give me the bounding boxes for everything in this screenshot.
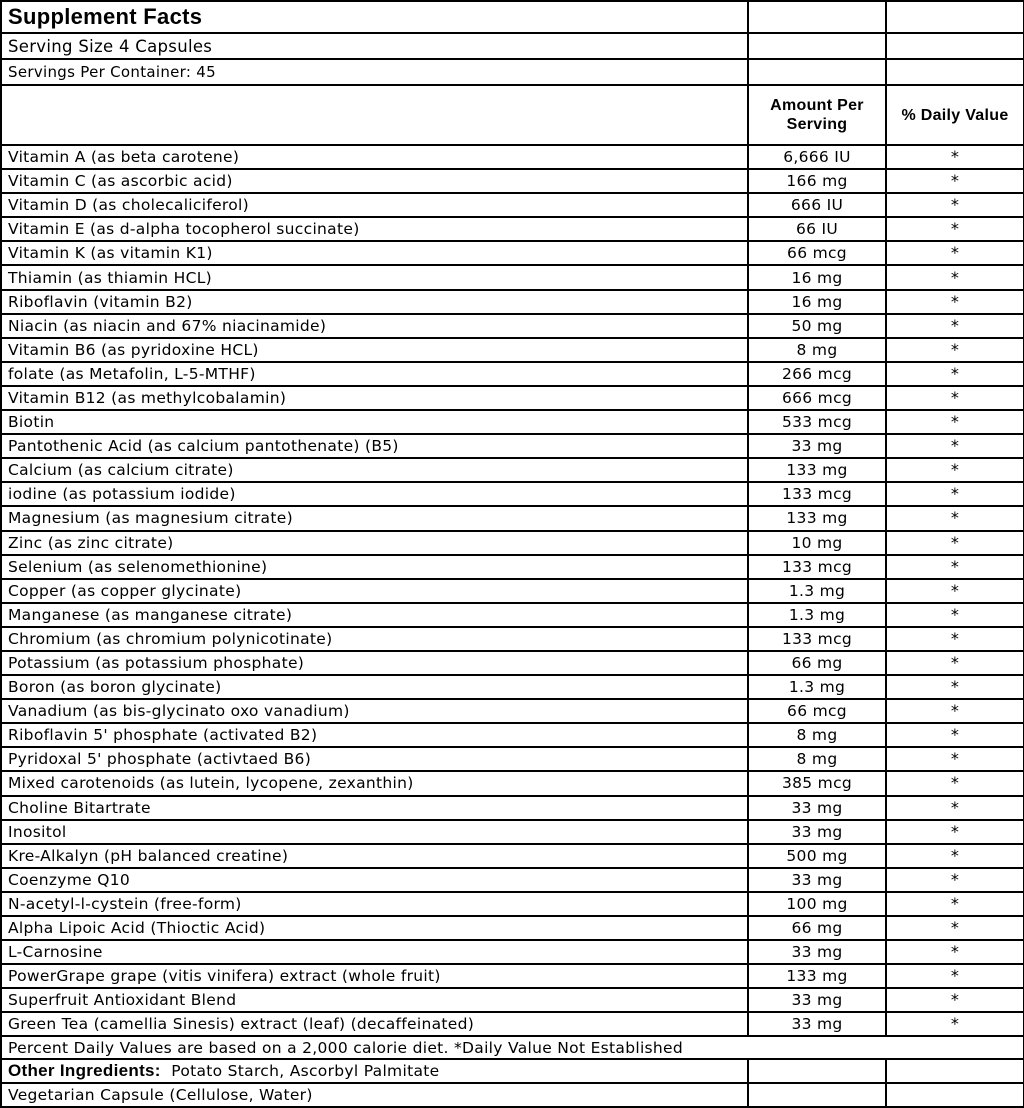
nutrient-row [1,338,1024,362]
nutrient-name: N-acetyl-l-cystein (free-form) [1,892,748,916]
nutrient-name: Pantothenic Acid (as calcium pantothenate) (B5) [1,434,748,458]
nutrient-daily-value: * [886,675,1024,699]
nutrient-name: Mixed carotenoids (as lutein, lycopene, zexanthin) [1,771,748,795]
nutrient-row [1,940,1024,964]
title-row [1,1,1024,33]
nutrient-row [1,290,1024,314]
nutrient-name: Vanadium (as bis-glycinato oxo vanadium) [1,699,748,723]
nutrient-daily-value: * [886,988,1024,1012]
nutrient-daily-value: * [886,651,1024,675]
nutrient-amount: 8 mg [748,338,886,362]
nutrient-row [1,482,1024,506]
nutrient-name: Inositol [1,820,748,844]
nutrient-name: Selenium (as selenomethionine) [1,555,748,579]
nutrient-daily-value: * [886,314,1024,338]
nutrient-row [1,241,1024,265]
nutrient-name: Vitamin D (as cholecaliciferol) [1,193,748,217]
nutrient-amount: 133 mg [748,458,886,482]
other-ingredients-text: Potato Starch, Ascorbyl Palmitate [171,1062,440,1081]
amount-per-serving-header: Amount Per Serving [748,85,886,145]
nutrient-row [1,217,1024,241]
nutrient-row [1,362,1024,386]
nutrient-daily-value: * [886,579,1024,603]
nutrient-daily-value: * [886,940,1024,964]
nutrient-daily-value: * [886,892,1024,916]
panel-title: Supplement Facts [1,1,748,33]
nutrient-name: PowerGrape grape (vitis vinifera) extract (whole fruit) [1,964,748,988]
other-ingredients [1,1059,748,1083]
nutrient-row [1,844,1024,868]
nutrient-name: Coenzyme Q10 [1,868,748,892]
nutrient-daily-value: * [886,386,1024,410]
nutrient-name: Copper (as copper glycinate) [1,579,748,603]
nutrient-name: L-Carnosine [1,940,748,964]
nutrient-row [1,1012,1024,1036]
nutrient-amount: 8 mg [748,723,886,747]
nutrient-amount: 1.3 mg [748,603,886,627]
nutrient-daily-value: * [886,458,1024,482]
nutrient-row [1,531,1024,555]
servings-per-container: Servings Per Container: 45 [1,59,748,85]
nutrient-daily-value: * [886,555,1024,579]
nutrient-amount: 16 mg [748,290,886,314]
nutrient-row [1,699,1024,723]
nutrient-row [1,314,1024,338]
nutrient-amount: 133 mcg [748,627,886,651]
nutrient-amount: 66 mg [748,916,886,940]
nutrient-daily-value: * [886,506,1024,530]
nutrient-row [1,193,1024,217]
nutrient-amount: 100 mg [748,892,886,916]
nutrient-name: Riboflavin (vitamin B2) [1,290,748,314]
nutrient-name: Vitamin A (as beta carotene) [1,145,748,169]
nutrient-daily-value: * [886,627,1024,651]
nutrient-row [1,579,1024,603]
servings-per-container-row [1,59,1024,85]
nutrient-name: Choline Bitartrate [1,796,748,820]
nutrient-daily-value: * [886,193,1024,217]
nutrient-row [1,458,1024,482]
nutrient-row [1,506,1024,530]
nutrient-amount: 133 mg [748,964,886,988]
nutrient-daily-value: * [886,916,1024,940]
nutrient-name: Vitamin C (as ascorbic acid) [1,169,748,193]
nutrient-amount: 133 mcg [748,482,886,506]
daily-value-footnote: Percent Daily Values are based on a 2,000 calorie diet. *Daily Value Not Established [1,1036,1024,1059]
nutrient-amount: 16 mg [748,265,886,289]
nutrient-daily-value: * [886,603,1024,627]
nutrient-row [1,651,1024,675]
nutrient-name: Biotin [1,410,748,434]
nutrient-name: Chromium (as chromium polynicotinate) [1,627,748,651]
footnote-row [1,1036,1024,1059]
nutrient-amount: 33 mg [748,820,886,844]
nutrient-amount: 66 mcg [748,241,886,265]
nutrient-daily-value: * [886,434,1024,458]
nutrient-daily-value: * [886,531,1024,555]
nutrient-amount: 50 mg [748,314,886,338]
nutrient-daily-value: * [886,290,1024,314]
nutrient-amount: 33 mg [748,988,886,1012]
nutrient-amount: 66 mcg [748,699,886,723]
nutrient-row [1,555,1024,579]
nutrient-amount: 166 mg [748,169,886,193]
nutrient-name: Superfruit Antioxidant Blend [1,988,748,1012]
nutrient-row [1,603,1024,627]
nutrient-amount: 66 IU [748,217,886,241]
other-ingredients-row [1,1059,1024,1083]
nutrient-daily-value: * [886,723,1024,747]
nutrient-row [1,627,1024,651]
nutrient-amount: 666 IU [748,193,886,217]
nutrient-name: Zinc (as zinc citrate) [1,531,748,555]
nutrient-amount: 133 mg [748,506,886,530]
nutrient-daily-value: * [886,410,1024,434]
nutrient-daily-value: * [886,844,1024,868]
nutrient-daily-value: * [886,169,1024,193]
nutrient-name: Vitamin E (as d-alpha tocopherol succinate) [1,217,748,241]
nutrient-name: Vitamin B12 (as methylcobalamin) [1,386,748,410]
nutrient-row [1,169,1024,193]
nutrient-name: Magnesium (as magnesium citrate) [1,506,748,530]
nutrient-amount: 666 mcg [748,386,886,410]
nutrient-amount: 66 mg [748,651,886,675]
nutrient-row [1,410,1024,434]
nutrient-name: iodine (as potassium iodide) [1,482,748,506]
column-header-row [1,85,1024,145]
nutrient-amount: 6,666 IU [748,145,886,169]
other-ingredients-continued-row [1,1083,1024,1107]
nutrient-row [1,916,1024,940]
nutrient-row [1,988,1024,1012]
nutrient-name: Potassium (as potassium phosphate) [1,651,748,675]
nutrient-name: Kre-Alkalyn (pH balanced creatine) [1,844,748,868]
nutrient-row [1,434,1024,458]
nutrient-row [1,820,1024,844]
nutrient-amount: 33 mg [748,796,886,820]
nutrient-row [1,723,1024,747]
nutrient-name: Boron (as boron glycinate) [1,675,748,699]
daily-value-header: % Daily Value [886,85,1024,145]
nutrient-row [1,747,1024,771]
nutrient-amount: 266 mcg [748,362,886,386]
nutrient-amount: 533 mcg [748,410,886,434]
nutrient-amount: 500 mg [748,844,886,868]
nutrient-name: Niacin (as niacin and 67% niacinamide) [1,314,748,338]
nutrient-amount: 1.3 mg [748,579,886,603]
other-ingredients-label: Other Ingredients: [8,1061,161,1081]
nutrient-daily-value: * [886,868,1024,892]
nutrient-name: Calcium (as calcium citrate) [1,458,748,482]
nutrient-row [1,892,1024,916]
nutrient-amount: 33 mg [748,940,886,964]
nutrient-amount: 385 mcg [748,771,886,795]
nutrient-name: folate (as Metafolin, L-5-MTHF) [1,362,748,386]
nutrient-name: Manganese (as manganese citrate) [1,603,748,627]
nutrient-amount: 33 mg [748,1012,886,1036]
nutrient-amount: 10 mg [748,531,886,555]
nutrient-amount: 133 mcg [748,555,886,579]
nutrient-name: Thiamin (as thiamin HCL) [1,265,748,289]
nutrient-row [1,771,1024,795]
nutrient-row [1,145,1024,169]
nutrient-amount: 33 mg [748,868,886,892]
nutrient-daily-value: * [886,699,1024,723]
nutrient-daily-value: * [886,338,1024,362]
nutrient-daily-value: * [886,1012,1024,1036]
nutrient-daily-value: * [886,820,1024,844]
nutrient-name: Riboflavin 5' phosphate (activated B2) [1,723,748,747]
nutrient-daily-value: * [886,771,1024,795]
serving-size: Serving Size 4 Capsules [1,33,748,59]
nutrient-row [1,796,1024,820]
serving-size-row [1,33,1024,59]
nutrient-row [1,675,1024,699]
nutrient-name: Green Tea (camellia Sinesis) extract (leaf) (decaffeinated) [1,1012,748,1036]
nutrient-amount: 33 mg [748,434,886,458]
nutrient-amount: 8 mg [748,747,886,771]
nutrient-name: Pyridoxal 5' phosphate (activtaed B6) [1,747,748,771]
nutrient-daily-value: * [886,362,1024,386]
nutrient-row [1,386,1024,410]
nutrient-name: Vitamin B6 (as pyridoxine HCL) [1,338,748,362]
nutrient-row [1,265,1024,289]
nutrient-daily-value: * [886,747,1024,771]
nutrient-row [1,868,1024,892]
nutrient-name: Alpha Lipoic Acid (Thioctic Acid) [1,916,748,940]
nutrient-amount: 1.3 mg [748,675,886,699]
nutrient-row [1,964,1024,988]
nutrient-daily-value: * [886,217,1024,241]
nutrient-daily-value: * [886,241,1024,265]
nutrient-daily-value: * [886,796,1024,820]
other-ingredients-continued: Vegetarian Capsule (Cellulose, Water) [1,1083,748,1107]
nutrient-name: Vitamin K (as vitamin K1) [1,241,748,265]
nutrient-daily-value: * [886,145,1024,169]
nutrient-daily-value: * [886,265,1024,289]
nutrient-daily-value: * [886,964,1024,988]
nutrient-daily-value: * [886,482,1024,506]
